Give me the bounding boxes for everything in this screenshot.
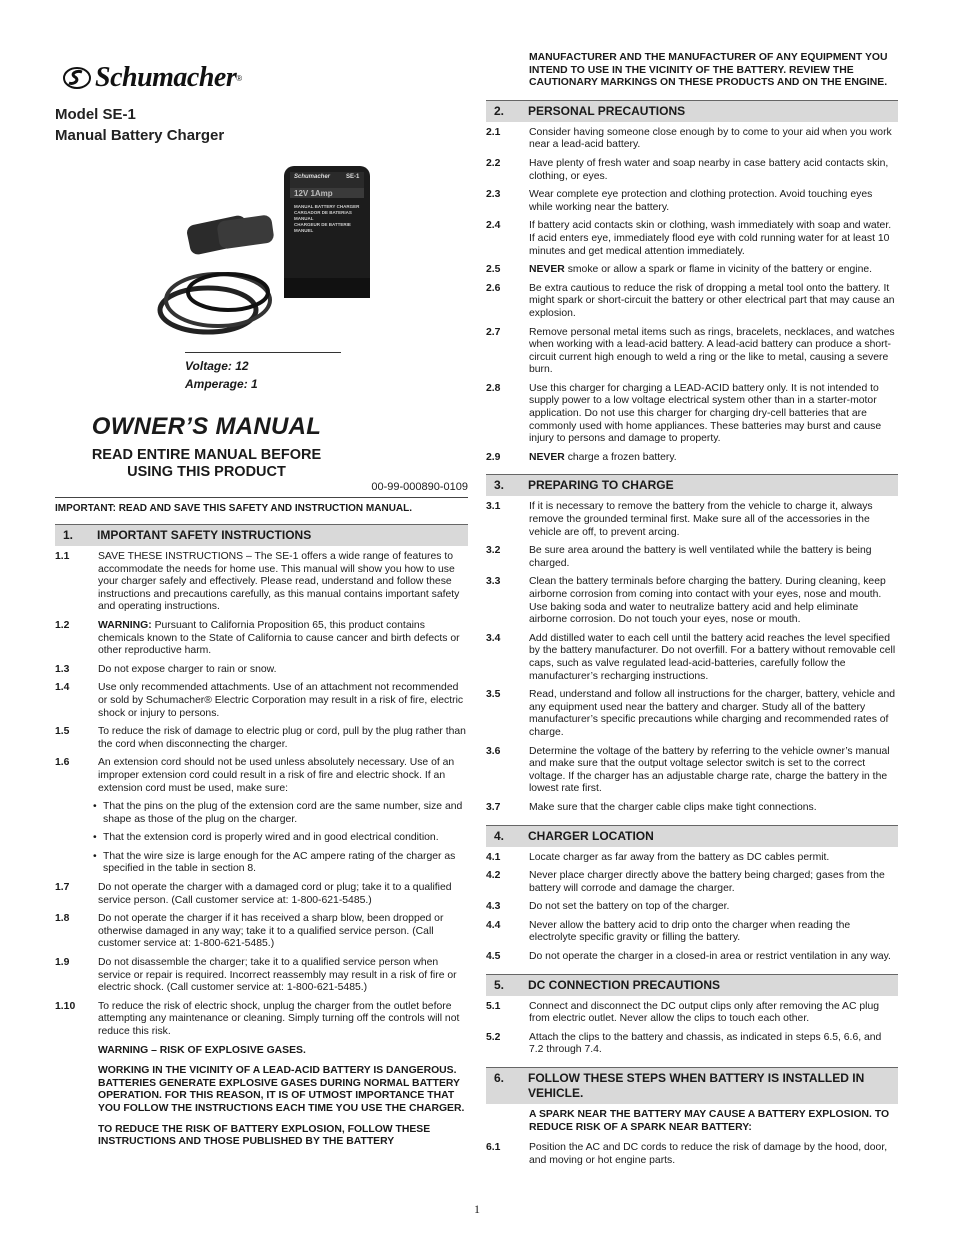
bullet-item xyxy=(55,801,468,826)
section-number: 2. xyxy=(494,103,505,118)
model-description: Manual Battery Charger xyxy=(55,127,225,144)
item-number: 3.5 xyxy=(486,689,501,701)
section-title: DC CONNECTION PRECAUTIONS xyxy=(528,977,721,992)
subtitle-line-2: USING THIS PRODUCT xyxy=(127,464,286,480)
warning-paragraph: TO REDUCE THE RISK OF BATTERY EXPLOSION, FOLLOW THESE INSTRUCTIONS AND THOSE PUBLISHED BY THE BATTERY xyxy=(98,1123,431,1148)
list-item xyxy=(486,283,898,321)
item-lead: SAVE THESE INSTRUCTIONS – xyxy=(98,551,255,562)
list-item xyxy=(486,452,898,465)
item-text: To reduce the risk of damage to electric plug or cord, pull by the plug rather than the cord when disconnecting the charger. xyxy=(98,726,466,750)
item-number: 3.7 xyxy=(486,801,501,813)
item-number: 3.6 xyxy=(486,745,501,757)
item-number: 6.1 xyxy=(486,1142,501,1154)
left-column xyxy=(55,60,468,1157)
item-text xyxy=(529,452,898,465)
item-bold: NEVER xyxy=(529,264,565,276)
list-item xyxy=(486,501,898,539)
item-text: Have plenty of fresh water and soap nearby in case battery acid contacts skin, clothing, or eyes. xyxy=(529,157,889,182)
item-body: Pursuant to California Proposition 65, this product contains chemicals known to the State of California to cause cancer and birth defects or other reproductive harm. xyxy=(98,619,460,657)
list-item xyxy=(486,220,898,258)
part-number: 00-99-000890-0109 xyxy=(371,481,468,493)
list-item xyxy=(486,633,898,683)
section-header-4 xyxy=(486,825,898,847)
list-item xyxy=(486,951,898,964)
item-number: 4.3 xyxy=(486,901,501,913)
item-text: Add distilled water to each cell until the battery acid reaches the level specified by the battery manufacturer. Do not overfill. For a battery without removable cell caps, such as valve regulated lead-acid-batteries, carefully follow the manufacturer’s recharging instructions. xyxy=(529,632,896,682)
list-item xyxy=(486,327,898,377)
section-header-3 xyxy=(486,474,898,496)
list-item xyxy=(486,189,898,214)
item-text: Use only recommended attachments. Use of an attachment not recommended or sold by Schumacher® Electric Corporation may result in a risk of fire, electric shock or injury to persons. xyxy=(98,682,464,719)
manual-subtitle xyxy=(55,447,468,481)
item-text: Read, understand and follow all instructions for the charger, battery, vehicle and any equipment used near the battery and charger. Study all of the battery manufacturer’s specific precautions while charging and recommended rates of charge. xyxy=(529,689,895,738)
item-number: 2.4 xyxy=(486,220,501,232)
brand-logo xyxy=(63,60,468,96)
item-text: Never place charger directly above the battery being charged; gases from the battery will corrode and damage the charger. xyxy=(529,870,885,894)
charger-rating-label: 12V 1Amp xyxy=(294,189,333,198)
item-text xyxy=(98,620,468,658)
item-number: 2.1 xyxy=(486,126,501,138)
list-item xyxy=(486,802,898,815)
item-number: 4.5 xyxy=(486,951,501,963)
item-bold: NEVER xyxy=(529,451,565,463)
bullet-item xyxy=(55,851,468,876)
section-number: 1. xyxy=(63,528,74,542)
section-number: 3. xyxy=(494,478,505,493)
list-item xyxy=(55,620,468,658)
item-number: 3.3 xyxy=(486,576,501,588)
list-item xyxy=(486,1001,898,1026)
list-item xyxy=(55,551,468,614)
item-number: 4.1 xyxy=(486,851,501,863)
list-item xyxy=(486,746,898,796)
list-item xyxy=(55,726,468,751)
item-text: If it is necessary to remove the battery from the vehicle to charge it, always remove the grounded terminal first. Make sure all of the accessories in the vehicle are off, to prevent arcing. xyxy=(529,501,873,538)
warning-continuation: MANUFACTURER AND THE MANUFACTURER OF ANY EQUIPMENT YOU INTEND TO USE IN THE VICINITY OF THE BATTERY. REVIEW THE CAUTIONARY MARKINGS ON THESE PRODUCTS AND ON THE ENGINE. xyxy=(529,52,888,89)
charger-label-line: MANUAL BATTERY CHARGER xyxy=(294,204,360,209)
section-title: PREPARING TO CHARGE xyxy=(528,478,674,493)
section-2-list xyxy=(486,127,898,465)
bullet-text: That the wire size is large enough for the AC ampere rating of the charger as specified in the table in section 8. xyxy=(103,850,456,875)
list-item xyxy=(486,1142,898,1167)
item-text: To reduce the risk of electric shock, unplug the charger from the outlet before attempting any maintenance or cleaning. Simply turning off the controls will not reduce this risk. xyxy=(98,1000,460,1037)
page-number: 1 xyxy=(474,1202,480,1216)
schumacher-emblem-icon xyxy=(63,67,91,89)
item-number: 1.3 xyxy=(55,663,70,675)
list-item xyxy=(486,920,898,945)
spec-voltage: Voltage: 12 xyxy=(185,352,341,373)
brand-registered-mark: ® xyxy=(236,73,243,83)
item-number: 1.5 xyxy=(55,726,70,738)
item-number: 1.8 xyxy=(55,913,70,925)
item-number: 3.1 xyxy=(486,501,501,513)
item-number: 2.6 xyxy=(486,282,501,294)
item-text xyxy=(529,264,898,277)
item-text: Be extra cautious to reduce the risk of dropping a metal tool onto the battery. It might spark or short-circuit the battery or other electrical part that may cause an explosion. xyxy=(529,282,895,319)
item-text: Position the AC and DC cords to reduce the risk of damage by the hood, door, and moving or hot engine parts. xyxy=(529,1142,888,1166)
section-number: 4. xyxy=(494,828,505,843)
list-item xyxy=(486,127,898,152)
brand-name: Schumacher xyxy=(95,62,237,93)
item-number: 1.10 xyxy=(55,1000,76,1012)
section-header-2 xyxy=(486,100,898,122)
product-photo xyxy=(148,160,380,348)
section-4-list xyxy=(486,852,898,964)
item-text: Do not operate the charger in a closed-in area or restrict ventilation in any way. xyxy=(529,951,891,963)
section-header-5 xyxy=(486,974,898,996)
spec-amperage: Amperage: 1 xyxy=(185,377,258,391)
section-title: CHARGER LOCATION xyxy=(528,828,654,843)
bullet-dot-icon: • xyxy=(93,832,97,844)
bullet-dot-icon: • xyxy=(93,801,97,813)
item-text: An extension cord should not be used unless absolutely necessary. Use of an improper extension cord could result in a risk of fire and electric shock. If an extension cord must be used, make sure: xyxy=(98,757,455,794)
item-number: 3.4 xyxy=(486,632,501,644)
item-text: Do not disassemble the charger; take it to a qualified service person when service or repair is required. Incorrect reassembly may result in a risk of fire or electric shock. (Call customer service at: 1-800-621-5485.) xyxy=(98,957,457,994)
item-body: charge a frozen battery. xyxy=(564,451,677,463)
list-item xyxy=(486,264,898,277)
item-text: Attach the clips to the battery and chassis, as indicated in steps 6.5, 6.6, and 7.2 through 7.4. xyxy=(529,1031,882,1056)
specs-block xyxy=(185,352,341,391)
item-number: 1.4 xyxy=(55,682,70,694)
subtitle-line-1: READ ENTIRE MANUAL BEFORE xyxy=(91,447,322,463)
item-text: Do not operate the charger if it has received a sharp blow, been dropped or otherwise damaged in any way; take it to a qualified service person. (Call customer service at: 1-800-621-5485.) xyxy=(98,913,444,950)
section-number: 6. xyxy=(494,1071,505,1086)
list-item xyxy=(486,689,898,739)
section-header-1 xyxy=(55,524,468,546)
list-item xyxy=(486,545,898,570)
section-header-6 xyxy=(486,1067,898,1104)
item-text: Clean the battery terminals before charging the battery. During cleaning, keep airborne corrosion from coming into contact with your eyes, nose and mouth. Use baking soda and water to neutralize battery acid and help eliminate airborne corrosion. Do not touch your eyes, nose or mouth. xyxy=(529,576,886,626)
charger-label-lines xyxy=(294,204,364,234)
item-number: 3.2 xyxy=(486,545,501,557)
item-text: Do not set the battery on top of the charger. xyxy=(529,901,730,913)
item-text xyxy=(98,551,468,614)
charger-label-line: CARGADOR DE BATERIAS MANUAL xyxy=(294,210,352,221)
bullet-text: That the extension cord is properly wired and in good electrical condition. xyxy=(103,832,439,844)
charger-brand-tag: Schumacher xyxy=(294,174,331,180)
item-number: 2.8 xyxy=(486,382,501,394)
item-number: 1.2 xyxy=(55,619,70,631)
list-item xyxy=(55,1001,468,1039)
item-text: Determine the voltage of the battery by referring to the vehicle owner’s manual and make sure that the output voltage selector switch is set to the correct voltage. If the charger has an adjustable charge rate, charge the battery in the lowest rate first. xyxy=(529,745,890,795)
section-title: FOLLOW THESE STEPS WHEN BATTERY IS INSTALLED IN VEHICLE. xyxy=(528,1071,865,1101)
item-text: Locate charger as far away from the battery as DC cables permit. xyxy=(529,851,830,863)
list-item xyxy=(55,682,468,720)
list-item xyxy=(486,870,898,895)
item-number: 4.2 xyxy=(486,870,501,882)
item-text: Remove personal metal items such as rings, bracelets, necklaces, and watches when working with a lead-acid battery. A lead-acid battery can produce a short-circuit current high enough to weld a ring or the like to metal, causing a severe burn. xyxy=(529,326,895,376)
section-5-list xyxy=(486,1001,898,1057)
list-item xyxy=(55,757,468,795)
section-6-list xyxy=(486,1142,898,1167)
item-number: 2.5 xyxy=(486,264,501,276)
warning-paragraph: WORKING IN THE VICINITY OF A LEAD-ACID BATTERY IS DANGEROUS. BATTERIES GENERATE EXPLOSIVE GASES DURING NORMAL BATTERY OPERATION. FOR THIS REASON, IT IS OF UTMOST IMPORTANCE THAT YOU FOLLOW THE INSTRUCTIONS EACH TIME YOU USE THE CHARGER. xyxy=(98,1065,465,1114)
important-note: IMPORTANT: READ AND SAVE THIS SAFETY AND INSTRUCTION MANUAL. xyxy=(55,497,468,514)
item-text: Never allow the battery acid to drip onto the charger when reading the electrolyte specific gravity or filling the battery. xyxy=(529,919,851,944)
list-item xyxy=(486,852,898,865)
item-text: Make sure that the charger cable clips make tight connections. xyxy=(529,801,817,813)
item-number: 2.3 xyxy=(486,189,501,201)
charger-label-line: CHARGEUR DE BATTERIE MANUEL xyxy=(294,222,351,233)
list-item xyxy=(486,576,898,626)
item-text: Be sure area around the battery is well ventilated while the battery is being charged. xyxy=(529,545,872,569)
list-item xyxy=(55,957,468,995)
item-number: 1.6 xyxy=(55,757,70,769)
list-item xyxy=(486,383,898,446)
list-item xyxy=(55,913,468,951)
item-body: The SE-1 offers a wide range of features to accommodate the needs for home use. This manual will show you how to use your charger safely and effectively. Please read, understand and follow these instructions and precautions carefully, as this manual contains important safety and operating instructions. xyxy=(98,551,460,613)
item-bold: WARNING: xyxy=(98,619,152,631)
section-number: 5. xyxy=(494,977,505,992)
list-item xyxy=(486,901,898,914)
list-item xyxy=(486,158,898,183)
warning-heading: WARNING – RISK OF EXPLOSIVE GASES. xyxy=(98,1044,306,1056)
bullet-dot-icon: • xyxy=(93,850,97,862)
manual-title: OWNER’S MANUAL xyxy=(91,413,322,440)
item-number: 5.2 xyxy=(486,1031,501,1043)
item-number: 2.7 xyxy=(486,326,501,338)
item-text: Do not expose charger to rain or snow. xyxy=(98,663,277,675)
right-column xyxy=(486,52,898,1173)
item-text: Consider having someone close enough by to come to your aid when you work near a lead-acid battery. xyxy=(529,126,892,151)
item-number: 1.7 xyxy=(55,882,70,894)
list-item xyxy=(55,882,468,907)
item-text: Wear complete eye protection and clothing protection. Avoid touching eyes while working near the battery. xyxy=(529,189,873,213)
item-number: 1.9 xyxy=(55,957,70,969)
item-text: Do not operate the charger with a damaged cord or plug; take it to a qualified service person. (Call customer service at: 1-800-621-5485.) xyxy=(98,882,452,906)
item-number: 1.1 xyxy=(55,551,70,562)
bullet-item xyxy=(55,832,468,845)
bullet-text: That the pins on the plug of the extension cord are the same number, size and shape as those of the plug on the charger. xyxy=(103,801,463,825)
charger-model-tag: SE-1 xyxy=(346,174,360,180)
spark-warning: A SPARK NEAR THE BATTERY MAY CAUSE A BATTERY EXPLOSION. TO REDUCE RISK OF A SPARK NEAR BATTERY: xyxy=(529,1109,890,1133)
item-text: Connect and disconnect the DC output clips only after removing the AC plug from electric outlet. Never allow the clips to touch each other. xyxy=(529,1000,880,1025)
item-text: Use this charger for charging a LEAD-ACID battery only. It is not intended to supply power to a low voltage electrical system other than in a starter-motor application. Do not use this charger for charging dry-cell batteries that are commonly used with home appliances. These batteries may burst and cause injury to persons and damage to property. xyxy=(529,382,882,445)
item-text: If battery acid contacts skin or clothing, wash immediately with soap and water. If acid enters eye, immediately flood eye with cold running water for at least 10 minutes and get medical attention immediately. xyxy=(529,220,892,257)
list-item xyxy=(55,664,468,677)
list-item xyxy=(486,1032,898,1057)
item-body: smoke or allow a spark or flame in vicinity of the battery or engine. xyxy=(564,264,873,276)
item-number: 4.4 xyxy=(486,919,501,931)
item-number: 5.1 xyxy=(486,1000,501,1012)
section-title: PERSONAL PRECAUTIONS xyxy=(528,103,686,118)
section-title: IMPORTANT SAFETY INSTRUCTIONS xyxy=(97,528,312,542)
model-number: Model SE-1 xyxy=(55,106,136,123)
item-number: 2.2 xyxy=(486,157,501,169)
section-3-list xyxy=(486,501,898,814)
item-number: 2.9 xyxy=(486,451,501,463)
